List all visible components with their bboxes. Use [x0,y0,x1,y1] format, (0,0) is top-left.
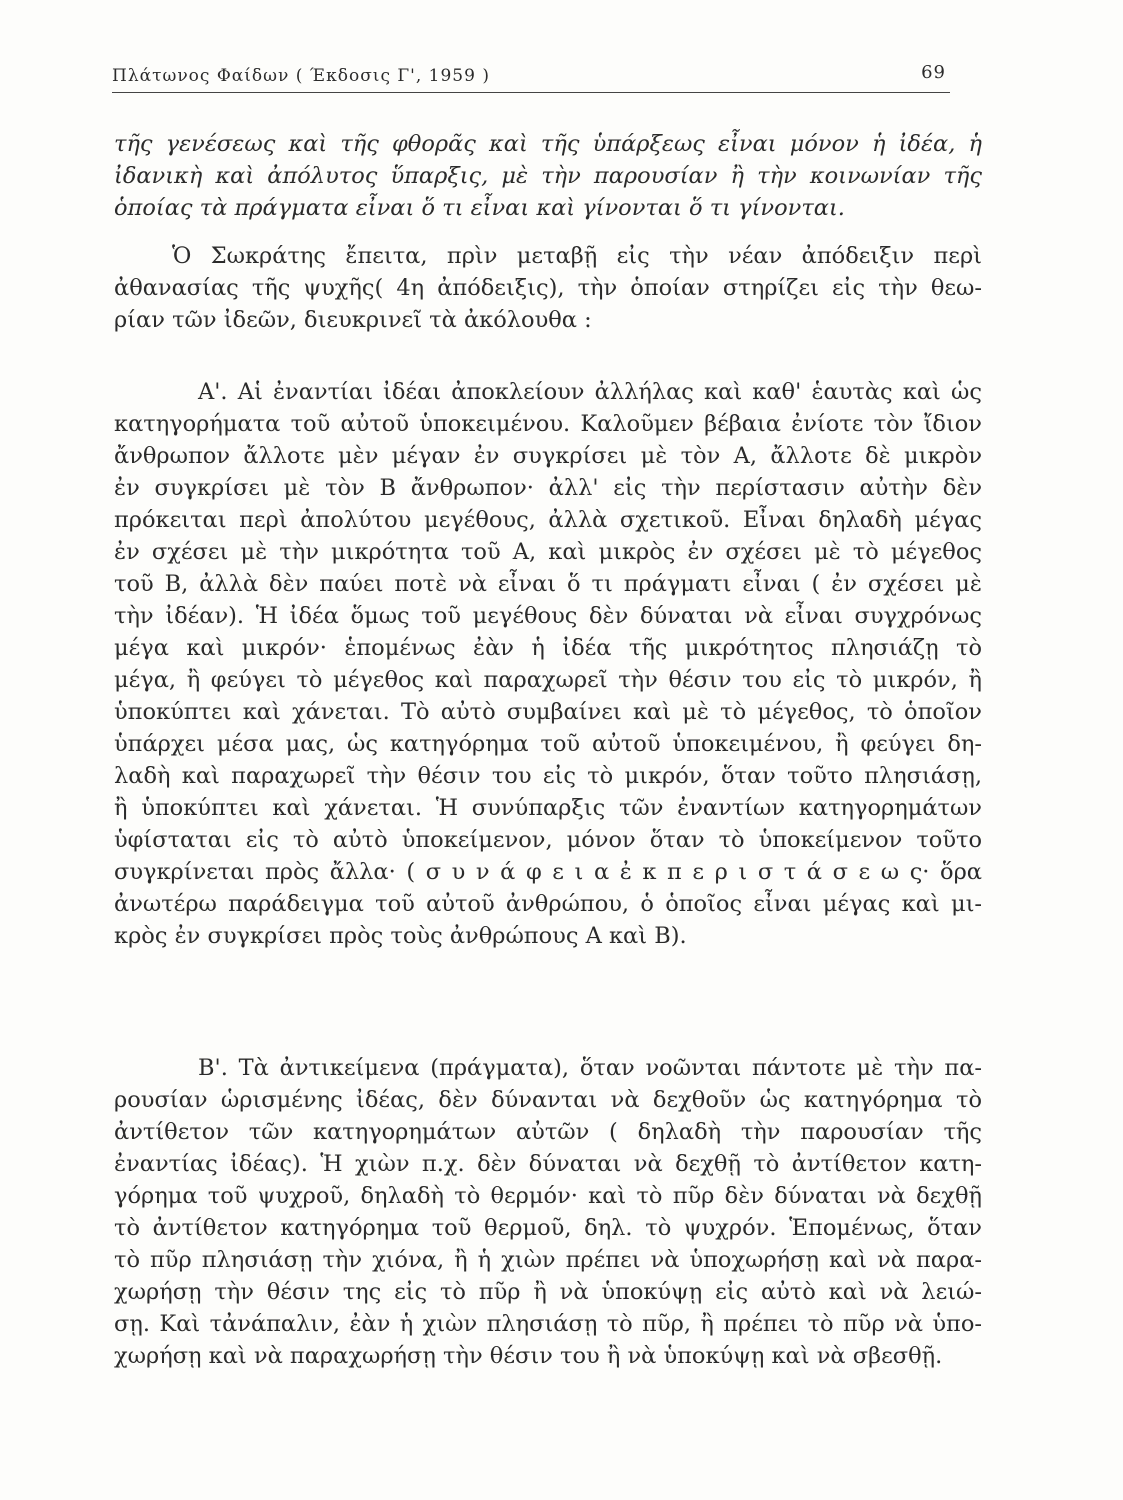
text-line: Ὁ Σωκράτης ἔπειτα, πρὶν μεταβῇ εἰς τὴν νέαν ἀπόδειξιν περὶ [172,243,982,269]
text-line: ἄνθρωπον ἄλλοτε μὲν μέγαν ἐν συγκρίσει μὲ τὸν Α, ἄλλοτε δὲ μικρὸν [114,443,982,469]
text-line: ἰδανικὴ καὶ ἀπόλυτος ὕπαρξις, μὲ τὴν παρουσίαν ἢ τὴν κοινωνίαν τῆς [114,163,982,189]
text-line: γόρημα τοῦ ψυχροῦ, δηλαδὴ τὸ θερμόν· καὶ τὸ πῦρ δὲν δύναται νὰ δεχθῇ [114,1183,982,1209]
text-line: ρουσίαν ὡρισμένης ἰδέας, δὲν δύνανται νὰ δεχθοῦν ὡς κατηγόρημα τὸ [114,1087,982,1113]
header-title: Πλάτωνος Φαίδων ( Έκδοσις Γ', 1959 ) [112,66,490,86]
text-line: πρόκειται περὶ ἀπολύτου μεγέθους, ἀλλὰ σχετικοῦ. Εἶναι δηλαδὴ μέγας [114,507,982,533]
text-line: κρὸς ἐν συγκρίσει πρὸς τοὺς ἀνθρώπους Α καὶ Β). [114,923,687,949]
paragraph-alpha [114,376,982,952]
text-line: ὁποίας τὰ πράγματα εἶναι ὅ τι εἶναι καὶ γίνονται ὅ τι γίνονται. [114,195,845,221]
text-line: τὸ ἀντίθετον κατηγόρημα τοῦ θερμοῦ, δηλ. τὸ ψυχρόν. Ἑπομένως, ὅταν [114,1215,982,1241]
text-line: ἀντίθετον τῶν κατηγορημάτων αὐτῶν ( δηλαδὴ τὴν παρουσίαν τῆς [114,1119,982,1145]
text-line: κατηγορήματα τοῦ αὐτοῦ ὑποκειμένου. Καλοῦμεν βέβαια ἐνίοτε τὸν ἴδιον [114,411,982,437]
text-line: συγκρίνεται πρὸς ἄλλα· ( σ υ ν ά φ ε ι α ἐ κ π ε ρ ι σ τ ά σ ε ω ς· ὅρα [114,859,982,885]
page-number: 69 [921,62,946,83]
paragraph-intro [114,128,982,224]
text-line: χωρήσῃ καὶ νὰ παραχωρήσῃ τὴν θέσιν του ἢ νὰ ὑποκύψῃ καὶ νὰ σβεσθῇ. [114,1343,943,1369]
text-line: τῆς γενέσεως καὶ τῆς φθορᾶς καὶ τῆς ὑπάρξεως εἶναι μόνον ἡ ἰδέα, ἡ [114,131,982,157]
text-line: μέγα, ἢ φεύγει τὸ μέγεθος καὶ παραχωρεῖ τὴν θέσιν του εἰς τὸ μικρόν, ἢ [114,667,982,693]
text-line: ρίαν τῶν ἰδεῶν, διευκρινεῖ τὰ ἀκόλουθα : [114,307,592,333]
running-header [112,62,950,93]
text-line: μέγα καὶ μικρόν· ἑπομένως ἐὰν ἡ ἰδέα τῆς μικρότητος πλησιάζῃ τὸ [114,635,982,661]
paragraph-socrates [114,240,982,336]
text-line: ὑπάρχει μέσα μας, ὡς κατηγόρημα τοῦ αὐτοῦ ὑποκειμένου, ἢ φεύγει δη- [114,731,982,757]
text-line: χωρήσῃ τὴν θέσιν της εἰς τὸ πῦρ ἢ νὰ ὑποκύψῃ εἰς αὐτὸ καὶ νὰ λειώ- [114,1279,982,1305]
text-line: ὑφίσταται εἰς τὸ αὐτὸ ὑποκείμενον, μόνον ὅταν τὸ ὑποκείμενον τοῦτο [114,827,982,853]
text-line: λαδὴ καὶ παραχωρεῖ τὴν θέσιν του εἰς τὸ μικρόν, ὅταν τοῦτο πλησιάσῃ, [114,763,982,789]
text-line: τὴν ἰδέαν). Ἡ ἰδέα ὅμως τοῦ μεγέθους δὲν δύναται νὰ εἶναι συγχρόνως [114,603,982,629]
text-line: ἐναντίας ἰδέας). Ἡ χιὼν π.χ. δὲν δύναται νὰ δεχθῇ τὸ ἀντίθετον κατη- [114,1151,982,1177]
text-line: Β'. Τὰ ἀντικείμενα (πράγματα), ὅταν νοῶνται πάντοτε μὲ τὴν πα- [198,1055,982,1081]
text-line: ἐν σχέσει μὲ τὴν μικρότητα τοῦ Α, καὶ μικρὸς ἐν σχέσει μὲ τὸ μέγεθος [114,539,982,565]
text-line: ἀνωτέρω παράδειγμα τοῦ αὐτοῦ ἀνθρώπου, ὁ ὁποῖος εἶναι μέγας καὶ μι- [114,891,982,917]
text-line: ἀθανασίας τῆς ψυχῆς( 4η ἀπόδειξις), τὴν ὁποίαν στηρίζει εἰς τὴν θεω- [114,275,982,301]
paragraph-beta [114,1052,982,1372]
text-line: ἐν συγκρίσει μὲ τὸν Β ἄνθρωπον· ἀλλ' εἰς τὴν περίστασιν αὐτὴν δὲν [114,475,982,501]
text-line: τὸ πῦρ πλησιάσῃ τὴν χιόνα, ἢ ἡ χιὼν πρέπει νὰ ὑποχωρήσῃ καὶ νὰ παρα- [114,1247,982,1273]
text-line: σῃ. Καὶ τἀνάπαλιν, ἐὰν ἡ χιὼν πλησιάσῃ τὸ πῦρ, ἢ πρέπει τὸ πῦρ νὰ ὑπο- [114,1311,982,1337]
text-line: τοῦ Β, ἀλλὰ δὲν παύει ποτὲ νὰ εἶναι ὅ τι πράγματι εἶναι ( ἐν σχέσει μὲ [114,571,982,597]
text-line: Α'. Αἱ ἐναντίαι ἰδέαι ἀποκλείουν ἀλλήλας καὶ καθ' ἑαυτὰς καὶ ὡς [198,379,982,405]
text-line: ὑποκύπτει καὶ χάνεται. Τὸ αὐτὸ συμβαίνει καὶ μὲ τὸ μέγεθος, τὸ ὁποῖον [114,699,982,725]
text-line: ἢ ὑποκύπτει καὶ χάνεται. Ἡ συνύπαρξις τῶν ἐναντίων κατηγορημάτων [114,795,982,821]
